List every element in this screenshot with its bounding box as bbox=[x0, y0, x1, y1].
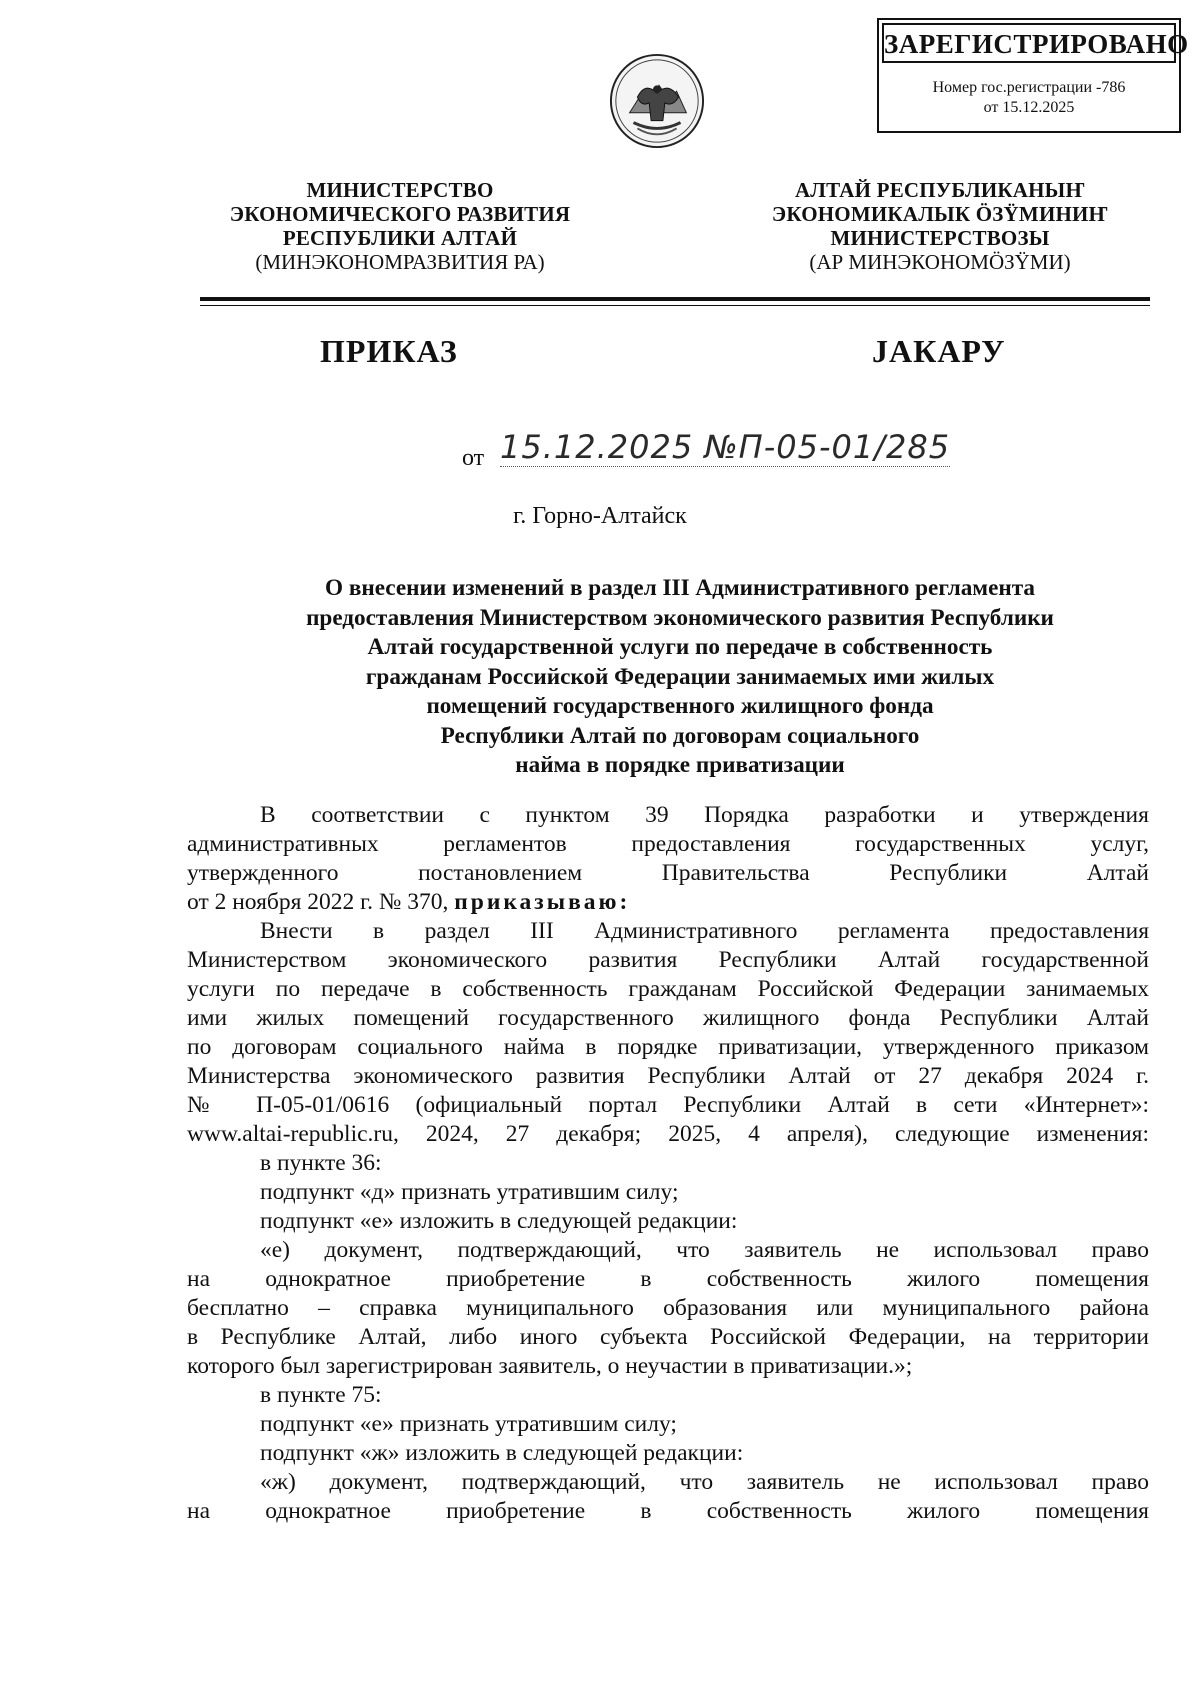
body-line: от 2 ноября 2022 г. № 370, приказываю: bbox=[187, 889, 631, 915]
body-line: услуги по передаче в собственность гражданам Российской Федерации занимаемых bbox=[187, 976, 1149, 1002]
body-line: № П-05-01/0616 (официальный портал Республики Алтай в сети «Интернет»: bbox=[187, 1092, 1149, 1118]
handwritten-date-number: 15.12.2025 №П-05-01/285 bbox=[500, 428, 951, 466]
body-line: в пункте 75: bbox=[260, 1382, 382, 1408]
body-line: подпункт «е» изложить в следующей редакции: bbox=[260, 1208, 738, 1234]
body-line: «е) документ, подтверждающий, что заявитель не использовал право bbox=[260, 1237, 1149, 1263]
body-line: административных регламентов предоставления государственных услуг, bbox=[187, 831, 1149, 857]
ministry-altai-line-3: МИНИСТЕРСТВОЗЫ bbox=[830, 226, 1050, 250]
title-line: предоставления Министерством экономического развития Республики bbox=[306, 604, 1054, 631]
body-line: в пункте 36: bbox=[260, 1150, 382, 1176]
ministry-line-2: ЭКОНОМИЧЕСКОГО РАЗВИТИЯ bbox=[229, 202, 571, 226]
document-type-russian: ПРИКАЗ bbox=[320, 333, 458, 369]
body-line: Внести в раздел III Административного регламента предоставления bbox=[260, 918, 1149, 944]
body-line: В соответствии с пунктом 39 Порядка разработки и утверждения bbox=[260, 802, 1149, 828]
title-line: найма в порядке приватизации bbox=[515, 752, 845, 778]
title-line: гражданам Российской Федерации занимаемых ими жилых bbox=[365, 663, 995, 690]
title-line: Алтай государственной услуги по передаче в собственность bbox=[367, 634, 993, 660]
body-line: бесплатно – справка муниципального образования или муниципального района bbox=[187, 1295, 1149, 1321]
ministry-abbreviation: (МИНЭКОНОМРАЗВИТИЯ РА) bbox=[255, 250, 545, 274]
stamp-date: от 15.12.2025 bbox=[983, 99, 1075, 116]
body-line: Министерства экономического развития Республики Алтай от 27 декабря 2024 г. bbox=[187, 1063, 1149, 1089]
body-line: в Республике Алтай, либо иного субъекта Российской Федерации, на территории bbox=[187, 1324, 1149, 1350]
body-line: которого был зарегистрирован заявитель, о неучастии в приватизации.»; bbox=[187, 1353, 913, 1379]
stamp-title: ЗАРЕГИСТРИРОВАНО bbox=[882, 23, 1176, 63]
body-line: ими жилых помещений государственного жилищного фонда Республики Алтай bbox=[187, 1005, 1149, 1031]
stamp-registration-number: Номер гос.регистрации -786 bbox=[932, 79, 1126, 96]
body-line: по договорам социального найма в порядке приватизации, утвержденного приказом bbox=[187, 1034, 1149, 1060]
city-line: г. Горно-Алтайск bbox=[513, 503, 687, 529]
body-line: www.altai-republic.ru, 2024, 27 декабря; 2025, 4 апреля), следующие изменения: bbox=[187, 1121, 1149, 1147]
body-line: подпункт «ж» изложить в следующей редакции: bbox=[260, 1440, 744, 1466]
title-line: О внесении изменений в раздел III Административного регламента bbox=[324, 575, 1036, 601]
ministry-altai-line-2: ЭКОНОМИКАЛЫК ÖЗŸМИНИҤ bbox=[771, 202, 1109, 226]
title-line: Республики Алтай по договорам социального bbox=[440, 722, 920, 749]
body-line: утвержденного постановлением Правительства Республики Алтай bbox=[187, 860, 1149, 886]
ministry-altai-line-1: АЛТАЙ РЕСПУБЛИКАНЫҤ bbox=[794, 178, 1086, 202]
document-type-altai: ЈАКАРУ bbox=[872, 333, 1006, 369]
order-date-label: от bbox=[462, 445, 485, 471]
body-line: подпункт «д» признать утратившим силу; bbox=[260, 1179, 679, 1205]
order-verb: приказываю: bbox=[454, 889, 631, 915]
body-line: «ж) документ, подтверждающий, что заявитель не использовал право bbox=[260, 1469, 1149, 1495]
body-line: подпункт «е» признать утратившим силу; bbox=[260, 1411, 677, 1437]
body-line: на однократное приобретение в собственность жилого помещения bbox=[187, 1498, 1149, 1524]
body-line: на однократное приобретение в собственность жилого помещения bbox=[187, 1266, 1149, 1292]
body-line: Министерством экономического развития Республики Алтай государственной bbox=[187, 947, 1149, 973]
ministry-line-1: МИНИСТЕРСТВО bbox=[306, 178, 494, 202]
ministry-line-3: РЕСПУБЛИКИ АЛТАЙ bbox=[282, 226, 518, 250]
title-line: помещений государственного жилищного фонда bbox=[426, 693, 934, 719]
ministry-altai-abbreviation: (АР МИНЭКОНОМÖЗŸМИ) bbox=[809, 250, 1071, 274]
